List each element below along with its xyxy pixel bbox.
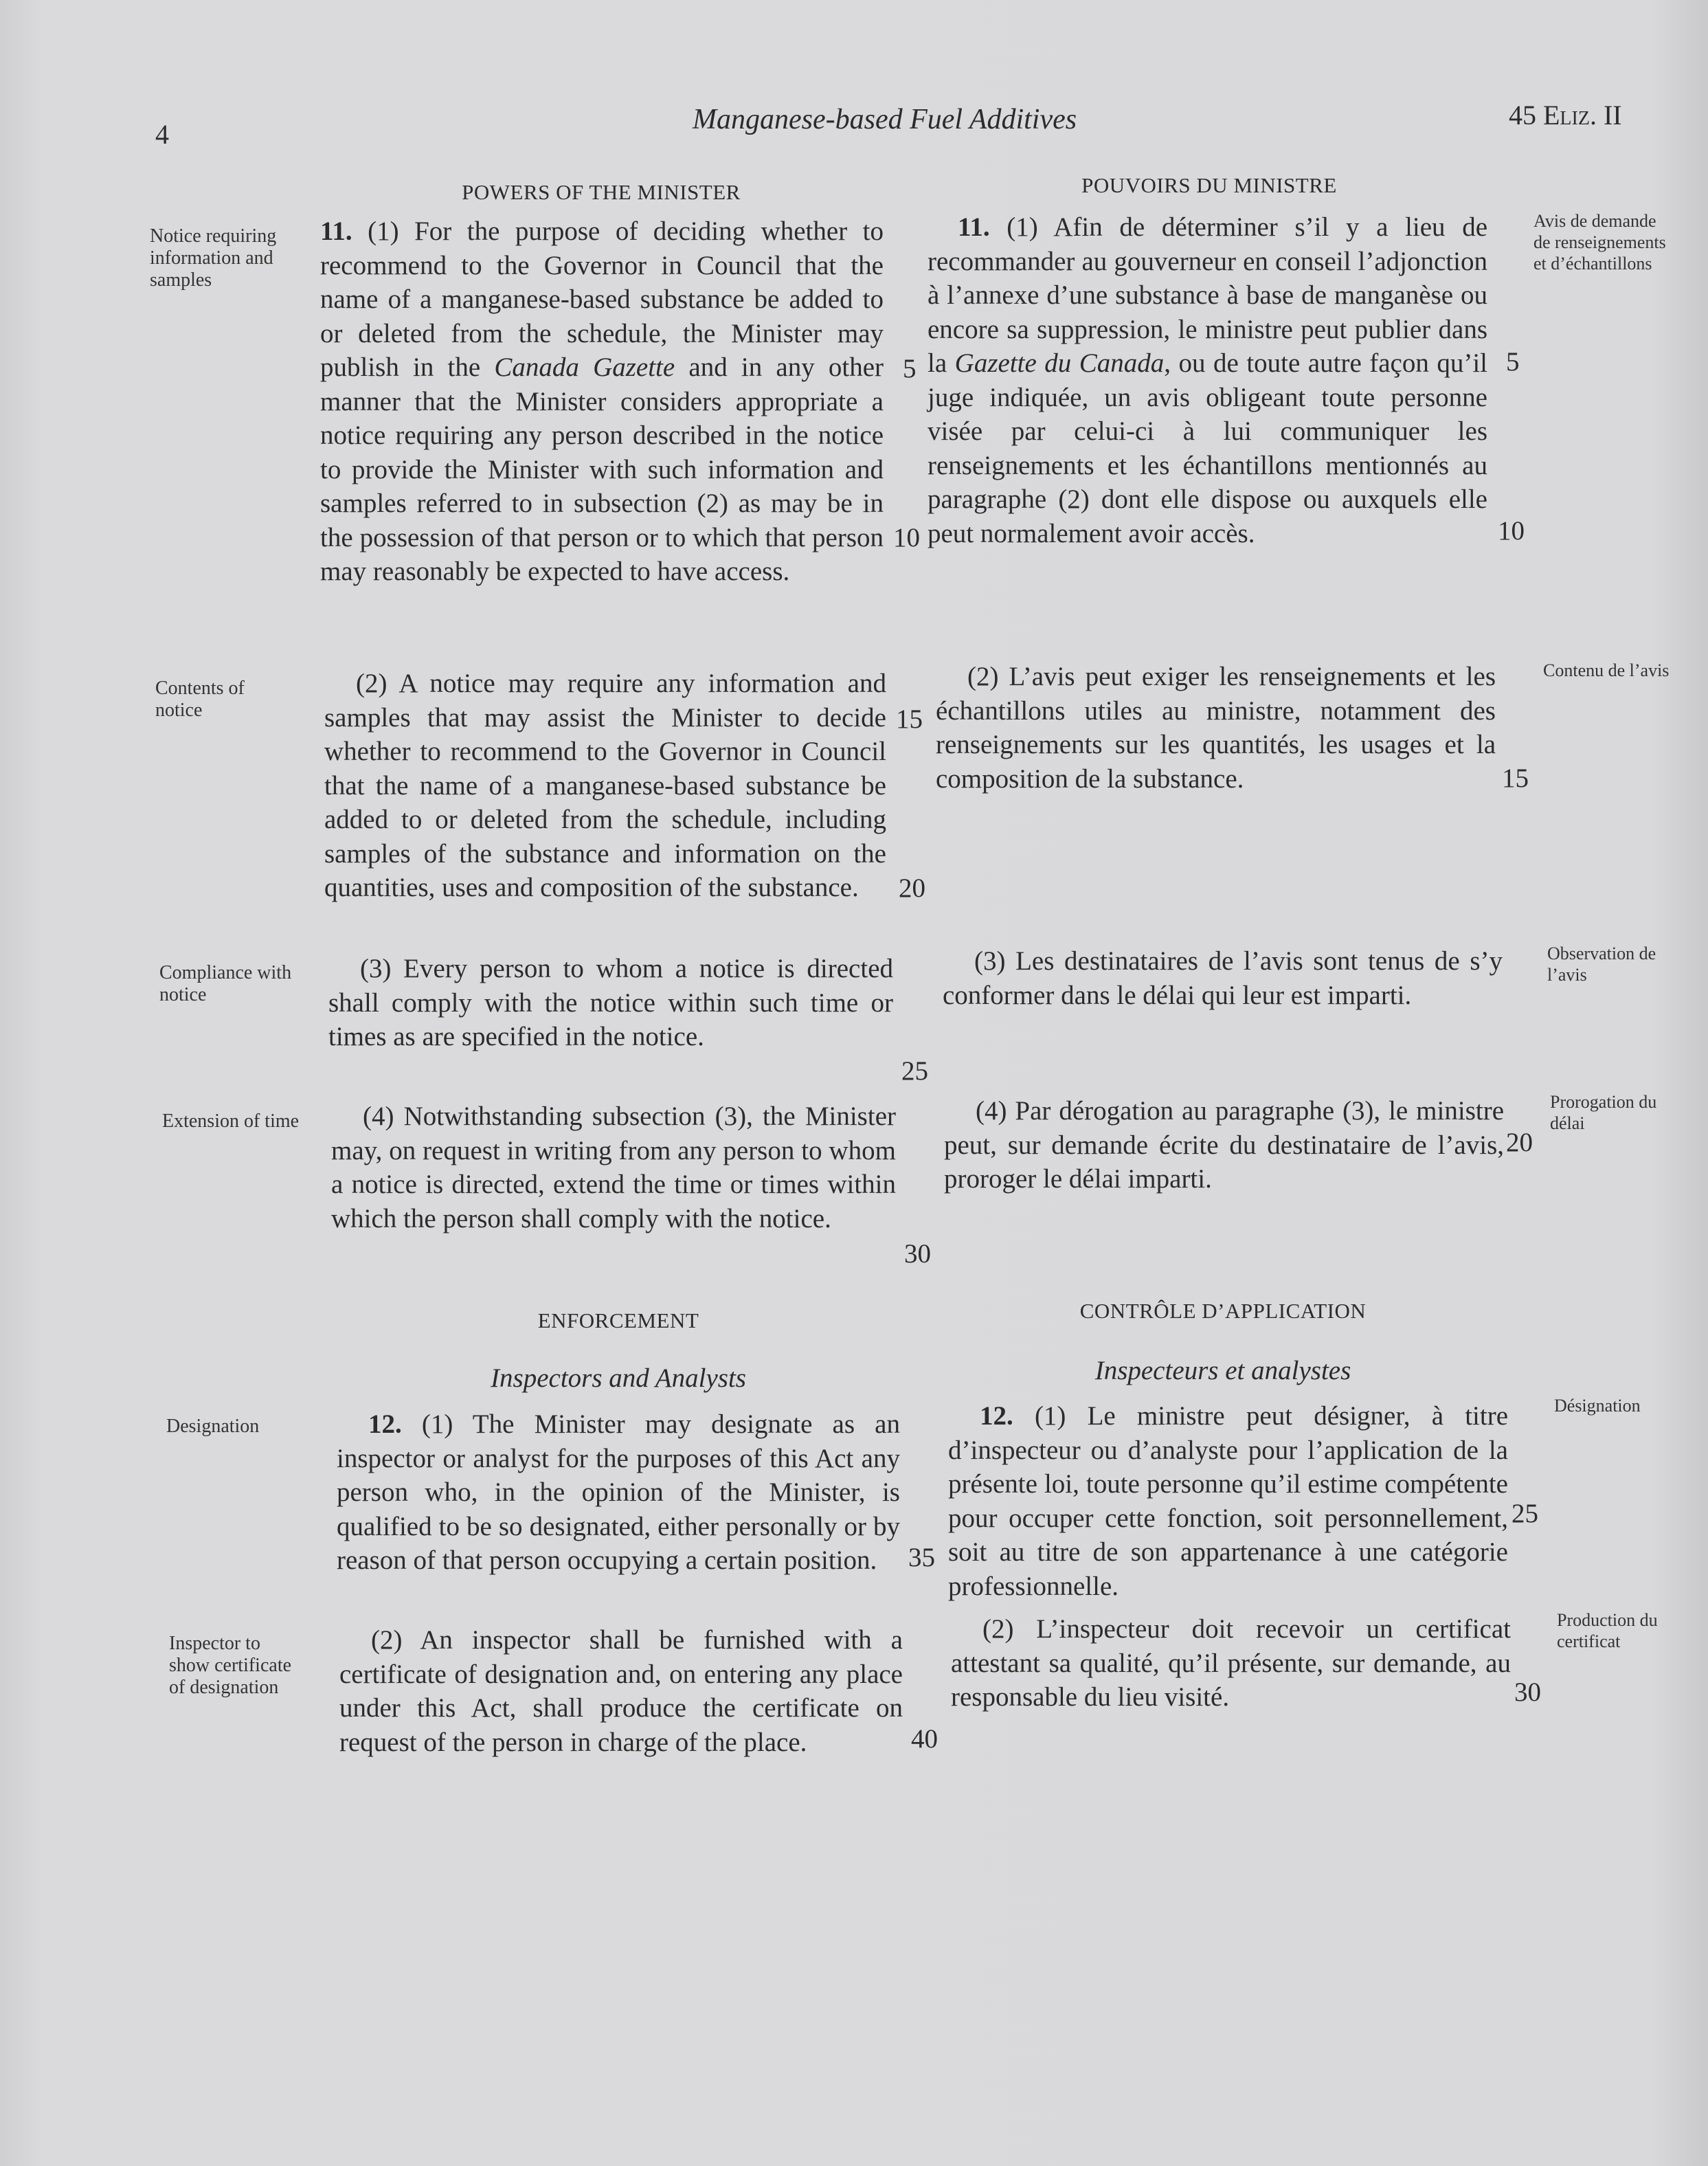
heading-powers-fr: POUVOIRS DU MINISTRE bbox=[1081, 173, 1337, 197]
section-11-2-en: (2) A notice may require any information and samples that may assist the Minister to decide whether to recommend to the Governor in Council that the name of a manganese-based substance be added to or deleted from the schedule, including samples of the substance and information on the quantities, uses and composition of the substance. bbox=[324, 669, 886, 902]
heading-enforcement-en: ENFORCEMENT bbox=[537, 1308, 699, 1332]
section-11-3-fr: (3) Les destinataires de l’avis sont tenus de s’y conformer dans le délai qui leur est imparti. bbox=[943, 946, 1503, 1010]
heading-powers-en: POWERS OF THE MINISTER bbox=[462, 180, 741, 204]
subhead-inspectors-en: Inspectors and Analysts bbox=[491, 1363, 746, 1393]
section-11-4-fr: (4) Par dérogation au paragraphe (3), le ministre peut, sur demande écrite du destinataire de l’avis, proroger le délai imparti. bbox=[944, 1096, 1504, 1194]
line-number: 30 bbox=[1514, 1677, 1541, 1707]
section-number: 11. bbox=[320, 216, 352, 246]
line-number: 5 bbox=[1506, 347, 1520, 377]
line-number: 35 bbox=[908, 1543, 935, 1572]
section-12-1-fr: 12. (1) Le ministre peut désigner, à titre d’inspecteur ou d’analyste pour l’application de la présente loi, toute personne qu’il estime compétente pour occuper cette fonction, soit personnellement, soit au titre de son appartenance à une catégorie professionnelle. bbox=[948, 1401, 1509, 1601]
marginal-note-designation-en: Designation bbox=[166, 1416, 260, 1437]
section-12-1-en: 12. (1) The Minister may designate as an inspector or analyst for the purposes of this Act any person who, in the opinion of the Minister, is qualified to be so designated, either personally or by reason of that person occupying a certain position. bbox=[337, 1409, 900, 1575]
section-11-2-fr: (2) L’avis peut exiger les renseignements et les échantillons utiles au ministre, notamment des renseignements sur les quantités, les usages et la composition de la substance. bbox=[936, 662, 1496, 794]
marginal-note-contents-fr: Contenu de l’avis bbox=[1543, 660, 1670, 680]
section-11-4-en: (4) Notwithstanding subsection (3), the Minister may, on request in writing from any person to whom a notice is directed, extend the time or times within which the person shall comply with the notice. bbox=[331, 1102, 896, 1233]
section-12-2-fr: (2) L’inspecteur doit recevoir un certificat attestant sa qualité, qu’il présente, sur demande, au responsable du lieu visité. bbox=[951, 1614, 1511, 1712]
line-number: 5 bbox=[903, 354, 917, 383]
marginal-note-certificate-fr: Production du certificat bbox=[1557, 1610, 1658, 1651]
marginal-note-compliance-en: Compliance with notice bbox=[159, 962, 292, 1005]
line-number: 15 bbox=[896, 704, 923, 734]
line-number: 20 bbox=[899, 873, 925, 903]
marginal-note-notice-en: Notice requiring information and samples bbox=[150, 225, 277, 291]
line-number: 15 bbox=[1502, 763, 1529, 793]
marginal-note-notice-fr: Avis de demande de renseignements et d’échantillons bbox=[1533, 211, 1666, 273]
section-11-3-en: (3) Every person to whom a notice is directed shall comply with the notice within such time or times as are specified in the notice. bbox=[328, 954, 893, 1051]
section-11-1-fr: 11. (1) Afin de déterminer s’il y a lieu de recommander au gouverneur en conseil l’adjonction à l’annexe d’une substance à base de manganèse ou encore sa suppression, le ministre peut publier dans la Gazette du Canada, ou de toute autre façon qu’il juge indiquée, un avis obligeant toute personne visée par celui-ci à lui communiquer les renseignements et les échantillons mentionnés au paragraphe (2) dont elle dispose ou auxquels elle peut normalement avoir accès. bbox=[928, 212, 1488, 548]
marginal-note-extension-en: Extension of time bbox=[162, 1110, 300, 1132]
marginal-note-compliance-fr: Observation de l’avis bbox=[1547, 944, 1656, 985]
heading-enforcement-fr: CONTRÔLE D’APPLICATION bbox=[1079, 1299, 1367, 1323]
line-number: 10 bbox=[893, 523, 920, 552]
line-number: 30 bbox=[904, 1239, 931, 1269]
marginal-note-extension-fr: Prorogation du délai bbox=[1550, 1092, 1657, 1133]
line-number: 20 bbox=[1506, 1128, 1533, 1157]
section-12-2-en: (2) An inspector shall be furnished with a certificate of designation and, on entering any place under this Act, shall produce the certificate on request of the person in charge of the place. bbox=[339, 1625, 903, 1757]
line-number: 25 bbox=[1512, 1499, 1538, 1528]
marginal-note-contents-en: Contents of notice bbox=[155, 678, 245, 721]
section-number: 12. bbox=[368, 1409, 402, 1439]
section-11-1-en: 11. (1) For the purpose of deciding whether to recommend to the Governor in Council that the name of a manganese-based substance be added to or deleted from the schedule, the Minister may publish in the Canada Gazette and in any other manner that the Minister considers appropriate a notice requiring any person described in the notice to provide the Minister with such information and samples referred to in subsection (2) as may be in the possession of that person or to which that person may reasonably be expected to have access. bbox=[320, 216, 884, 586]
line-number: 10 bbox=[1498, 516, 1525, 546]
volume-label: 45 Eliz. II bbox=[1509, 100, 1622, 131]
running-title: Manganese-based Fuel Additives bbox=[693, 104, 1077, 135]
page-number: 4 bbox=[155, 119, 169, 150]
marginal-note-designation-fr: Désignation bbox=[1554, 1396, 1641, 1416]
line-number: 25 bbox=[901, 1056, 928, 1086]
section-number: 12. bbox=[980, 1401, 1013, 1431]
marginal-note-certificate-en: Inspector to show certificate of designation bbox=[169, 1633, 292, 1698]
subhead-inspectors-fr: Inspecteurs et analystes bbox=[1094, 1356, 1351, 1385]
line-number: 40 bbox=[911, 1724, 938, 1754]
section-number: 11. bbox=[958, 212, 990, 242]
